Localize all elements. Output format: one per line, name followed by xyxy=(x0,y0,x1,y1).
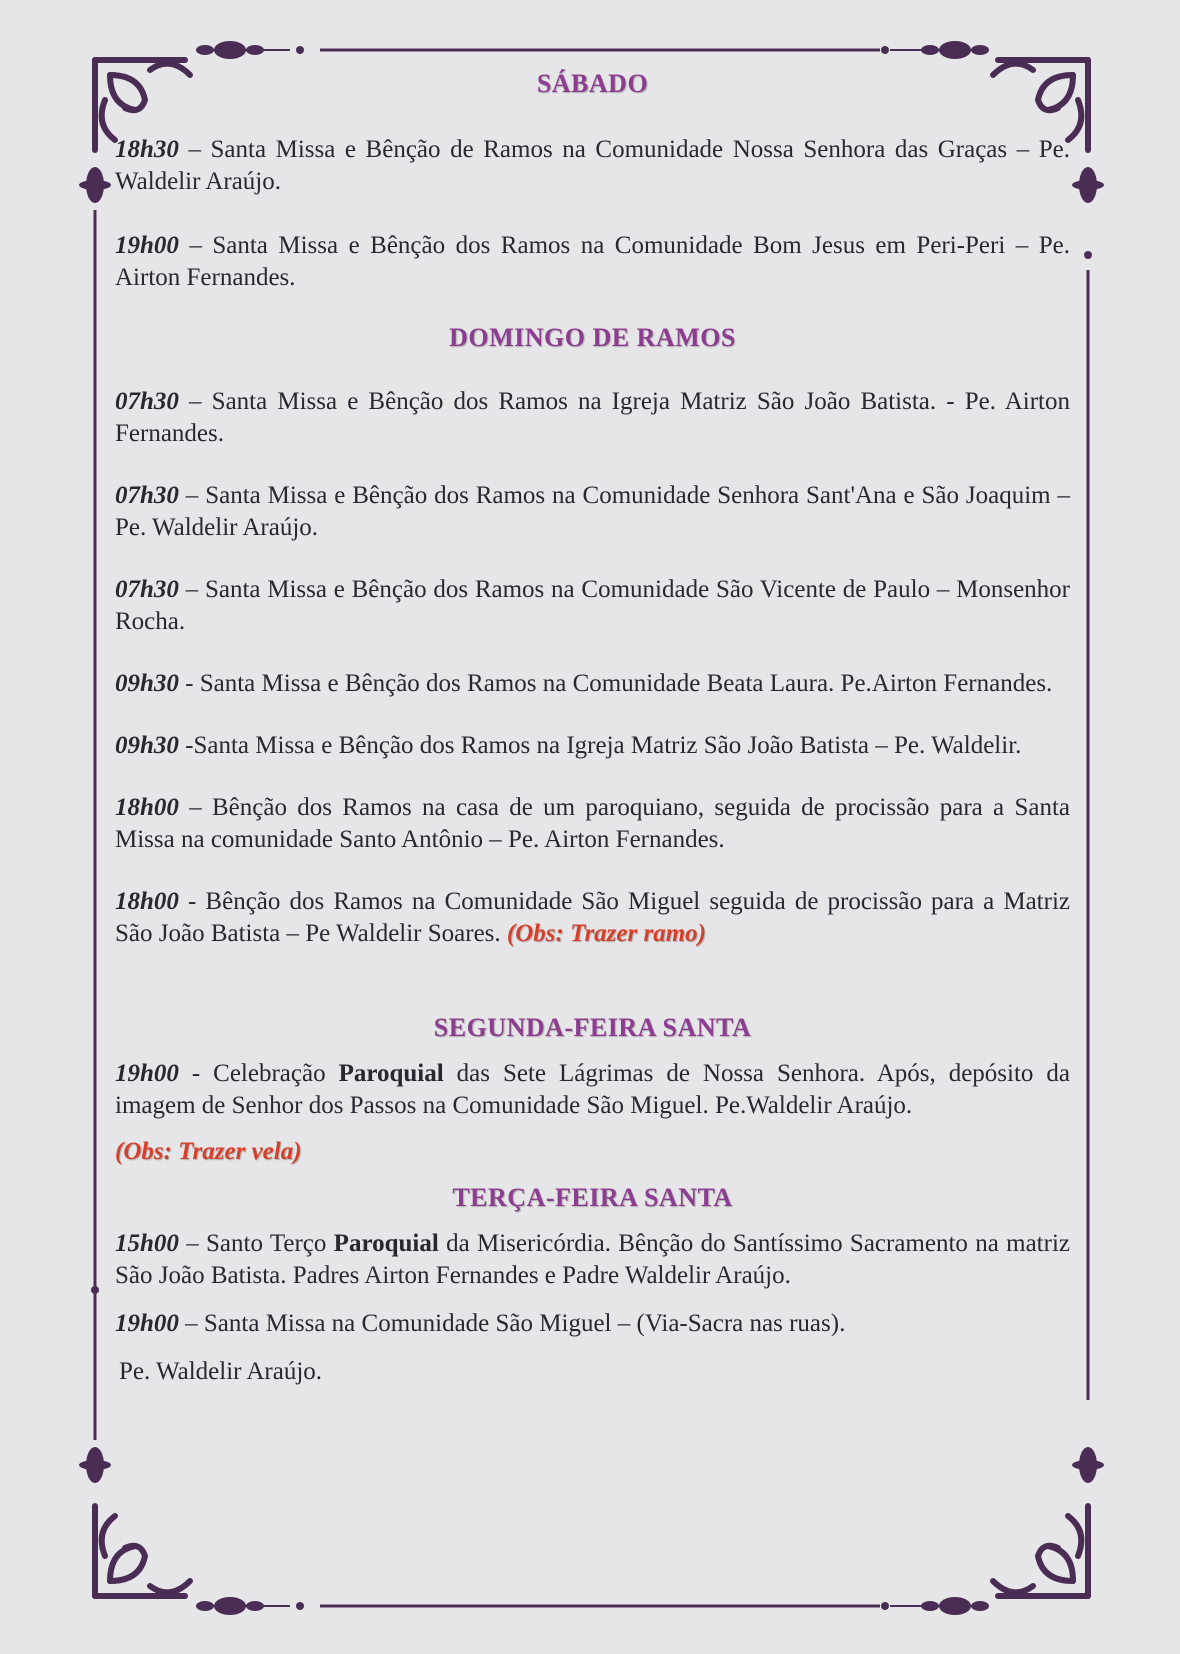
entry-text: – Santa Missa e Bênção dos Ramos na Comunidade São Vicente de Paulo – Monsenhor Rocha. xyxy=(115,576,1070,635)
obs-note: (Obs: Trazer vela) xyxy=(115,1138,302,1165)
entry-time: 18h30 xyxy=(115,136,179,163)
section-title-sabado: SÁBADO xyxy=(536,69,649,98)
entry-time: 07h30 xyxy=(115,482,179,509)
schedule xyxy=(115,60,1070,1388)
entry-text-strong: Paroquial xyxy=(333,1230,439,1257)
schedule-entry xyxy=(115,574,1070,638)
schedule-entry xyxy=(115,886,1070,950)
entry-time: 19h00 xyxy=(115,232,179,259)
section-title-segunda: SEGUNDA-FEIRA SANTA xyxy=(433,1013,752,1042)
schedule-entry xyxy=(115,134,1070,198)
schedule-entry xyxy=(115,1308,1070,1340)
schedule-entry xyxy=(115,730,1070,762)
obs-note: (Obs: Trazer ramo) xyxy=(506,920,706,947)
schedule-entry xyxy=(115,386,1070,450)
entry-time: 18h00 xyxy=(115,888,179,915)
entry-text: -Santa Missa e Bênção dos Ramos na Igreja Matriz São João Batista – Pe. Waldelir. xyxy=(178,732,1022,759)
entry-text: - Santa Missa e Bênção dos Ramos na Comunidade Beata Laura. Pe.Airton Fernandes. xyxy=(178,670,1053,697)
entry-time: 09h30 xyxy=(115,670,179,697)
schedule-entry xyxy=(115,480,1070,544)
closing-signature: Pe. Waldelir Araújo. xyxy=(119,1358,323,1385)
entry-text-pre: – Santo Terço xyxy=(178,1230,334,1257)
schedule-entry xyxy=(115,230,1070,294)
entry-time: 19h00 xyxy=(115,1060,179,1087)
entry-time: 18h00 xyxy=(115,794,179,821)
section-title-terca: TERÇA-FEIRA SANTA xyxy=(452,1183,733,1212)
entry-text: – Santa Missa e Bênção de Ramos na Comunidade Nossa Senhora das Graças – Pe. Waldelir Araújo. xyxy=(115,136,1070,195)
entry-text: – Santa Missa e Bênção dos Ramos na Comunidade Senhora Sant'Ana e São Joaquim –Pe. Waldelir Araújo. xyxy=(115,482,1070,541)
entry-text: – Bênção dos Ramos na casa de um paroquiano, seguida de procissão para a Santa Missa na comunidade Santo Antônio – Pe. Airton Fernandes. xyxy=(115,794,1070,853)
entry-time: 19h00 xyxy=(115,1310,179,1337)
entry-time: 09h30 xyxy=(115,732,179,759)
section-title-domingo: DOMINGO DE RAMOS xyxy=(449,323,736,352)
entry-time: 15h00 xyxy=(115,1230,179,1257)
schedule-entry xyxy=(115,792,1070,856)
entry-text: – Santa Missa e Bênção dos Ramos na Igreja Matriz São João Batista. - Pe. Airton Fernandes. xyxy=(115,388,1070,447)
schedule-entry xyxy=(115,1228,1070,1292)
entry-time: 07h30 xyxy=(115,576,179,603)
schedule-entry xyxy=(115,668,1070,700)
entry-text-strong: Paroquial xyxy=(338,1060,444,1087)
schedule-entry xyxy=(115,1058,1070,1122)
entry-time: 07h30 xyxy=(115,388,179,415)
entry-text: das Sete Lágrimas de Nossa Senhora. Após, depósito da imagem de Senhor dos Passos na Comunidade São Miguel. Pe.Waldelir Araújo. xyxy=(115,1060,1070,1119)
entry-text: – Santa Missa e Bênção dos Ramos na Comunidade Bom Jesus em Peri-Peri – Pe. Airton Fernandes. xyxy=(115,232,1070,291)
entry-text: - Bênção dos Ramos na Comunidade São Miguel seguida de procissão para a Matriz São João Batista – Pe Waldelir Soares. xyxy=(115,888,1070,947)
entry-text: – Santa Missa na Comunidade São Miguel – (Via-Sacra nas ruas). xyxy=(178,1310,846,1337)
entry-text: da Misericórdia. Bênção do Santíssimo Sacramento na matriz São João Batista. Padres Airton Fernandes e Padre Waldelir Araújo. xyxy=(115,1230,1070,1289)
entry-text-pre: - Celebração xyxy=(178,1060,339,1087)
